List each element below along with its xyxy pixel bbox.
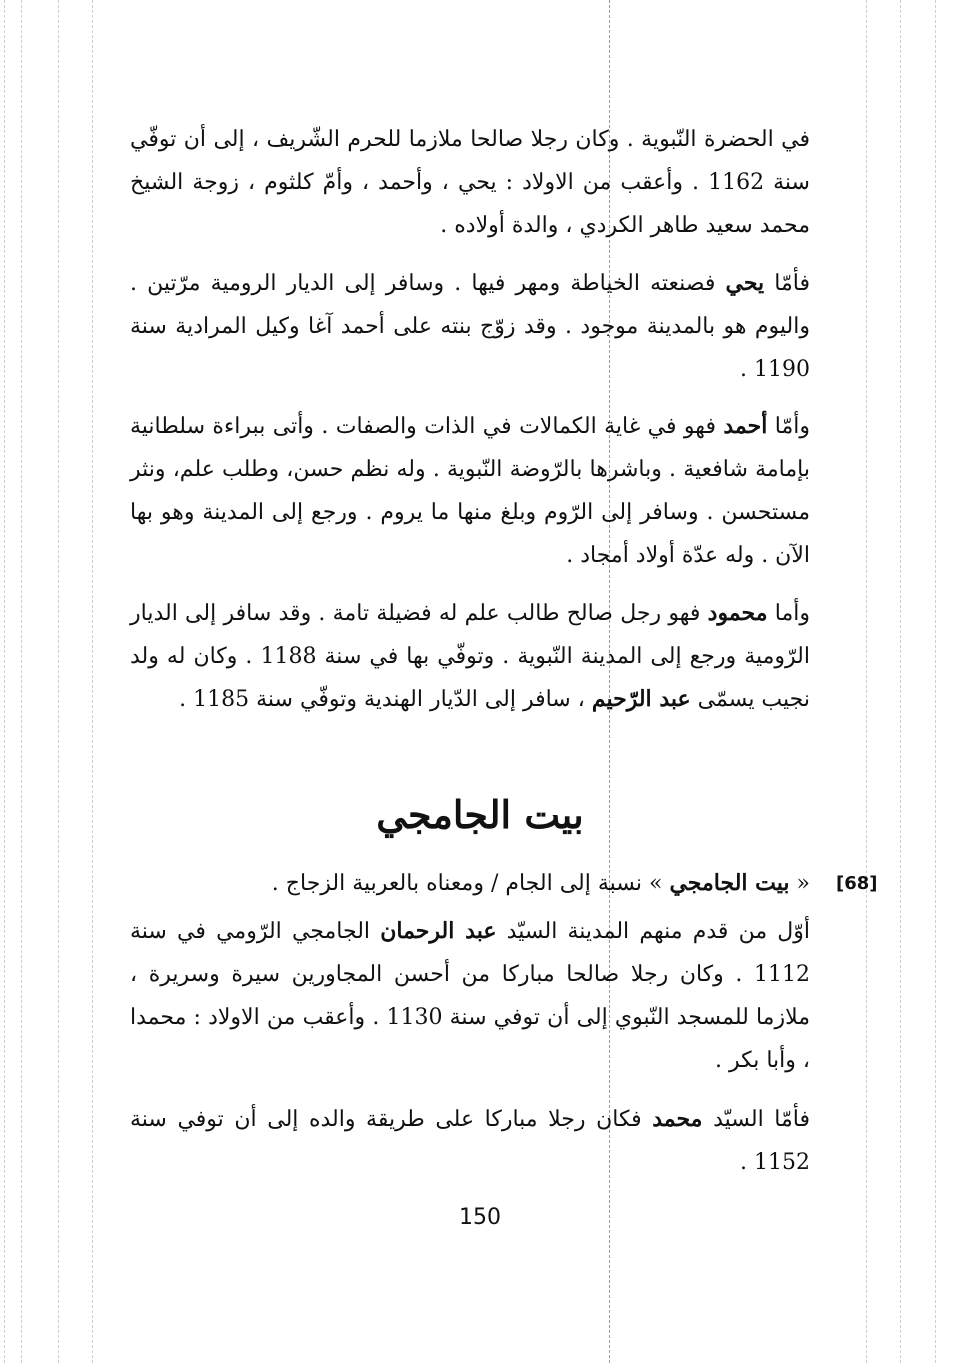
bold-name: أحمد — [723, 413, 768, 439]
text-run: وأمّا — [767, 414, 810, 439]
text-run: « — [789, 871, 810, 896]
paragraph-mahmud — [130, 592, 810, 721]
bold-name: يحي — [725, 270, 765, 296]
entry-number: [68] — [836, 873, 878, 894]
text-run: في الحضرة النّبوية . وكان رجلا صالحا ملازما للحرم الشّريف ، إلى أن توفّي سنة 1162 . وأعقب من الاولاد : يحي ، وأحمد ، وأمّ كلثوم ، زوجة الشيخ محمد سعيد طاهر الكردي ، والدة أولاده . — [130, 127, 810, 238]
entry-definition — [160, 862, 810, 905]
text-run: ، سافر إلى الدّيار الهندية وتوفّي سنة 1185 . — [179, 687, 592, 712]
bold-name: عبد الرّحيم — [591, 686, 691, 712]
paragraph-ahmad — [130, 405, 810, 577]
text-run: » نسبة إلى الجام / ومعناه بالعربية الزجاج . — [271, 871, 670, 896]
paragraph-abdulrahman — [130, 910, 810, 1082]
text-run: الجامجي الرّومي في سنة 1112 . وكان رجلا صالحا مباركا من أحسن المجاورين سيرة وسريرة ، ملازما للمسجد النّبوي إلى أن توفي سنة 1130 . وأعقب من الاولاد : محمدا ، وأبا بكر . — [130, 919, 810, 1073]
text-run: فكان رجلا مباركا على طريقة والده إلى أن توفي سنة 1152 . — [130, 1107, 810, 1175]
section-heading: بيت الجامجي — [376, 792, 584, 837]
text-run: فهو رجل صالح طالب علم له فضيلة تامة . وقد سافر إلى الديار الرّومية ورجع إلى المدينة النّبوية . وتوفّي بها في سنة 1188 . وكان له ولد نجيب يسمّى — [130, 601, 810, 712]
text-run: أوّل من قدم منهم المدينة السيّد — [496, 919, 811, 944]
bold-name: بيت الجامجي — [669, 870, 790, 896]
paragraph-1 — [130, 118, 810, 247]
bold-name: عبد الرحمان — [380, 918, 497, 944]
bold-name: محمود — [707, 600, 768, 626]
text-run: فأمّا السيّد — [702, 1107, 810, 1132]
margin-guide-right-1 — [866, 0, 867, 1363]
text-run: فأمّا — [764, 271, 810, 296]
margin-guide-left-2 — [21, 0, 22, 1363]
text-run: فصنعته الخياطة ومهر فيها . وسافر إلى الديار الرومية مرّتين . واليوم هو بالمدينة موجود . وقد زوّج بنته على أحمد آغا وكيل المرادية سنة 1190 . — [130, 271, 810, 382]
margin-guide-left-3 — [58, 0, 59, 1363]
margin-guide-left-4 — [92, 0, 93, 1363]
text-run: وأما — [767, 601, 810, 626]
paragraph-yahya — [130, 262, 810, 391]
bold-name: محمد — [652, 1106, 703, 1132]
margin-guide-right-2 — [900, 0, 901, 1363]
page-number: 150 — [459, 1205, 501, 1230]
margin-guide-left-1 — [4, 0, 5, 1363]
text-run: فهو في غاية الكمالات في الذات والصفات . وأتى ببراءة سلطانية بإمامة شافعية . وباشرها بالرّوضة النّبوية . وله نظم حسن، وطلب علم، ونثر مستحسن . وسافر إلى الرّوم وبلغ منها ما يروم . ورجع إلى المدينة وهو بها الآن . وله عدّة أولاد أمجاد . — [130, 414, 810, 568]
margin-guide-right-3 — [935, 0, 936, 1363]
paragraph-muhammad — [130, 1098, 810, 1184]
